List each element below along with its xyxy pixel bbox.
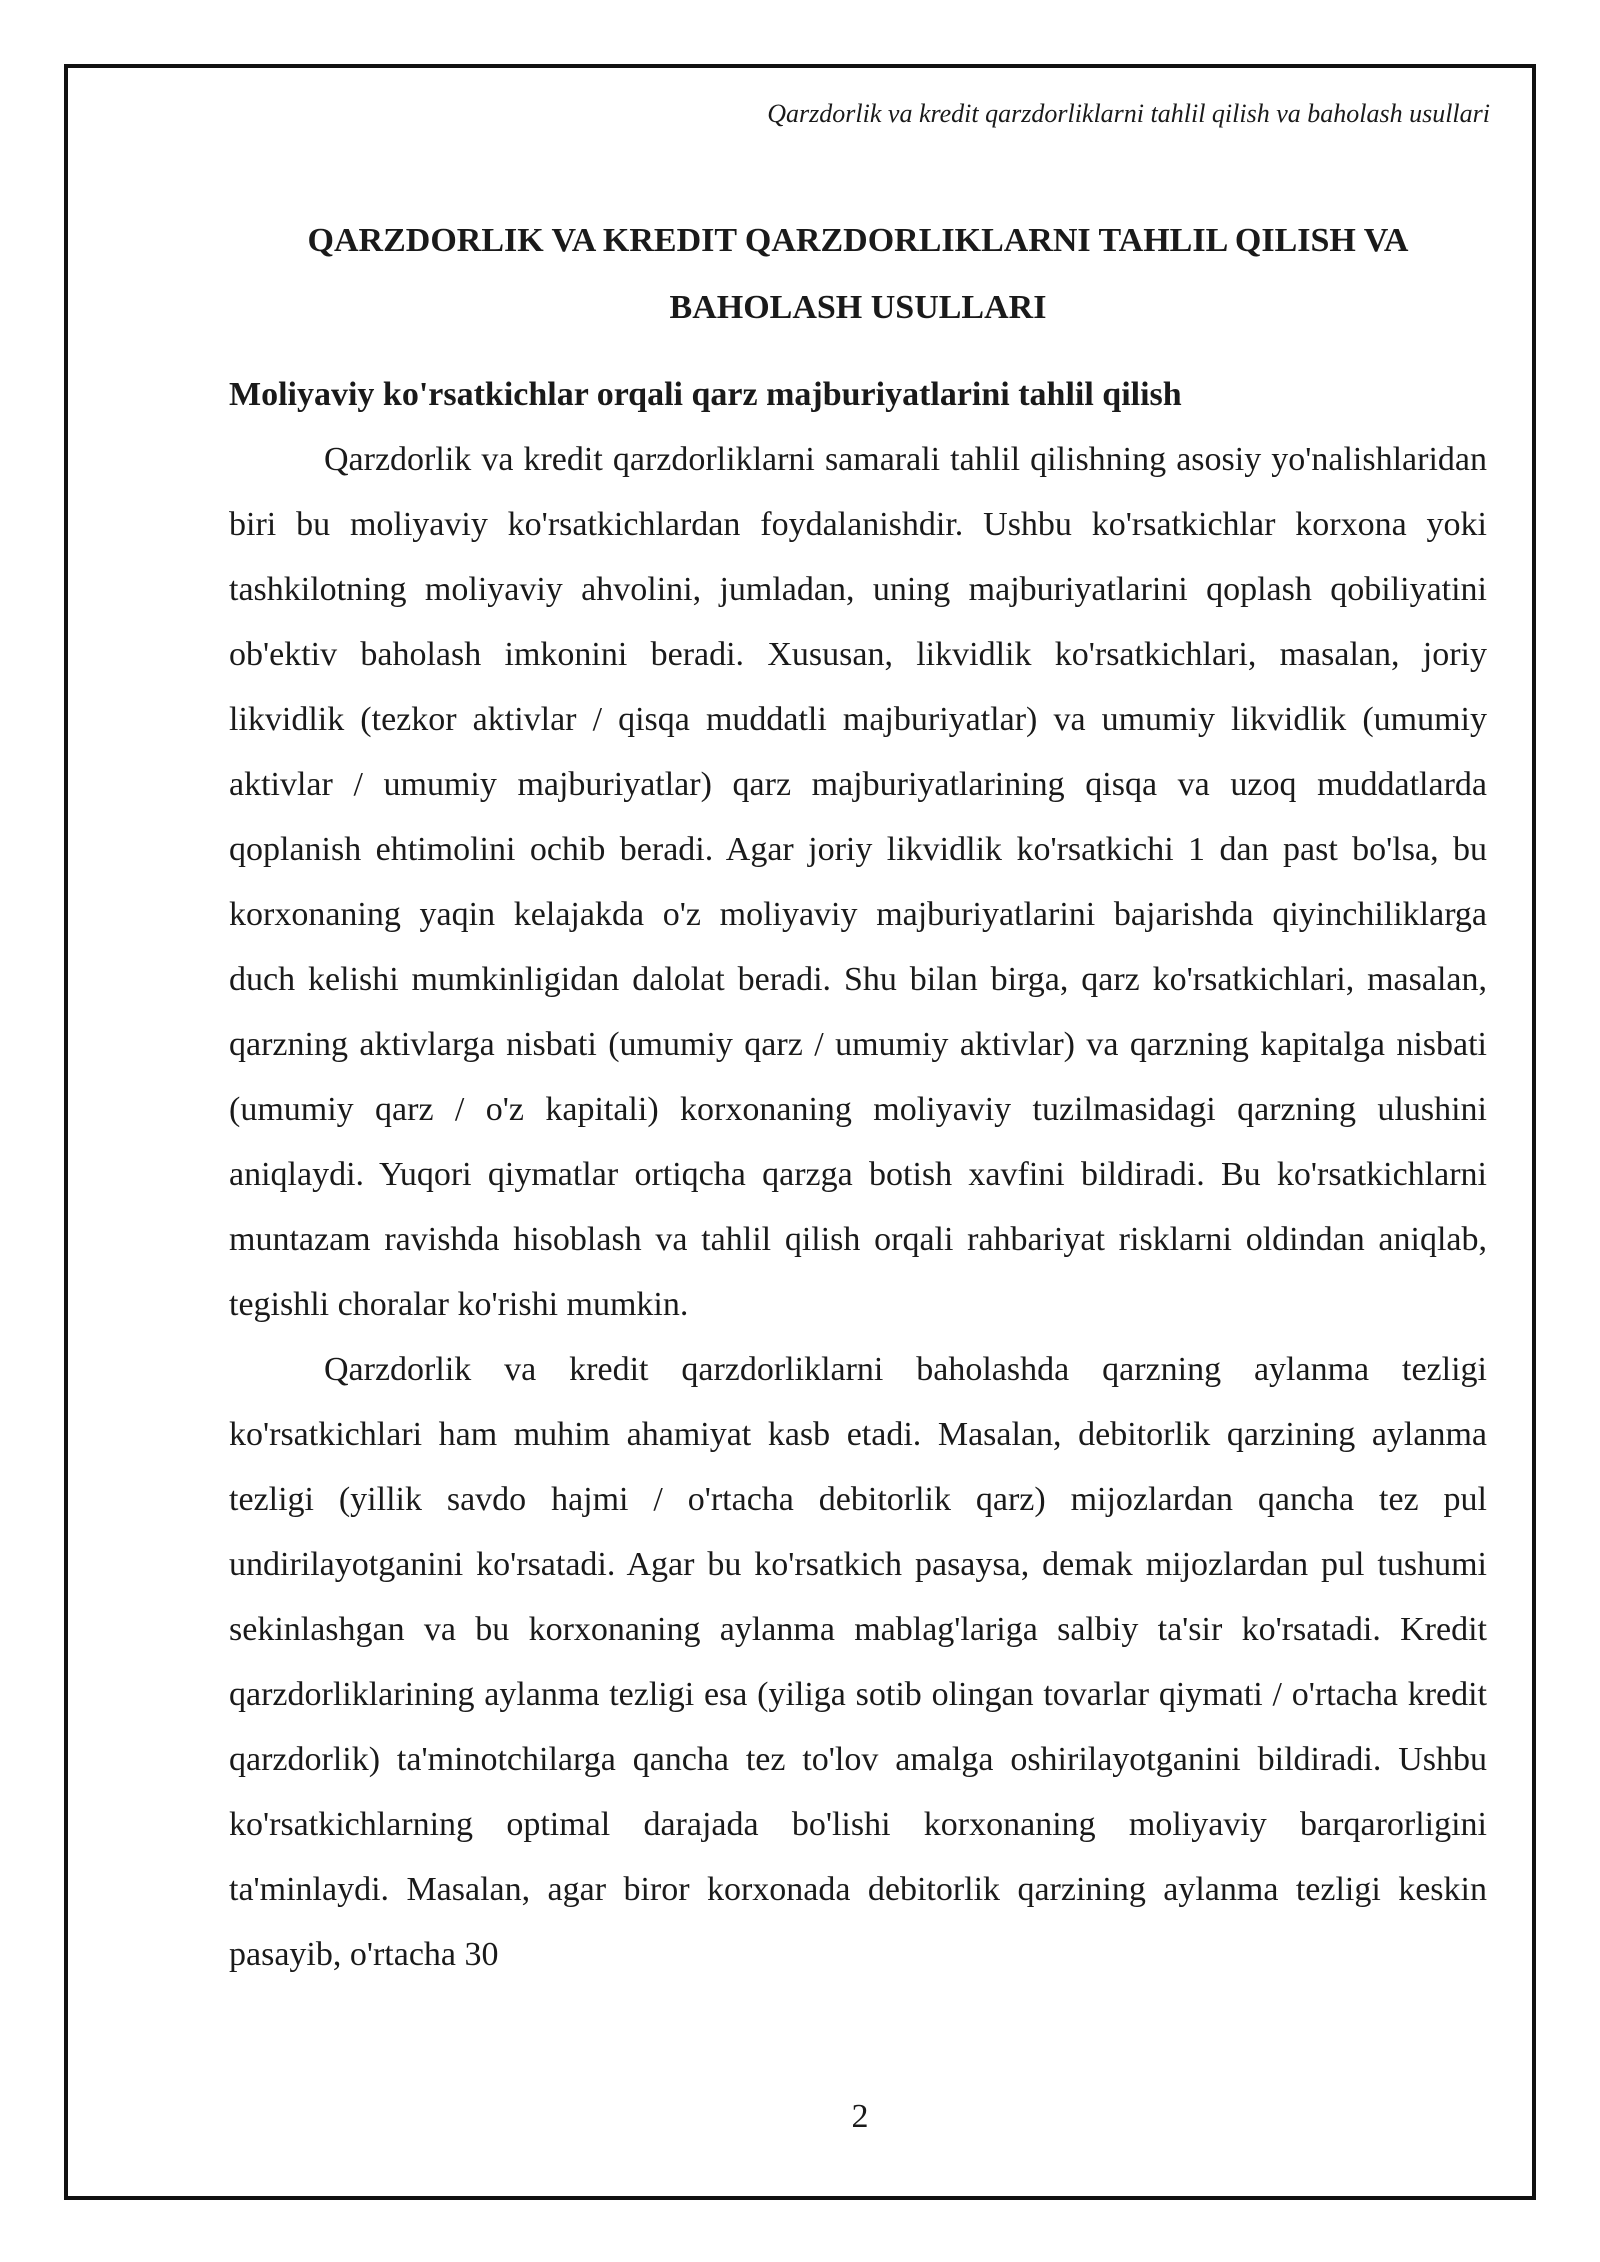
paragraph: Qarzdorlik va kredit qarzdorliklarni samarali tahlil qilishning asosiy yo'nalishlaridan biri bu moliyaviy ko'rsatkichlardan foydalanishdir. Ushbu ko'rsatkichlar korxona yoki tashkilotning moliyaviy ahvolini, jumladan, uning majburiyatlarini qoplash qobiliyatini ob'ektiv baholash imkonini beradi. Xususan, likvidlik ko'rsatkichlari, masalan, joriy likvidlik (tezkor aktivlar / qisqa muddatli majburiyatlar) va umumiy likvidlik (umumiy aktivlar / umumiy majburiyatlar) qarz majburiyatlarining qisqa va uzoq muddatlarda qoplanish ehtimolini ochib beradi. Agar joriy likvidlik ko'rsatkichi 1 dan past bo'lsa, bu korxonaning yaqin kelajakda o'z moliyaviy majburiyatlarini bajarishda qiyinchiliklarga duch kelishi mumkinligidan dalolat beradi. Shu bilan birga, qarz ko'rsatkichlari, masalan, qarzning aktivlarga nisbati (umumiy qarz / umumiy aktivlar) va qarzning kapitalga nisbati (umumiy qarz / o'z kapitali) korxonaning moliyaviy tuzilmasidagi qarzning ulushini aniqlaydi. Yuqori qiymatlar ortiqcha qarzga botish xavfini bildiradi. Bu ko'rsatkichlarni muntazam ravishda hisoblash va tahlil qilish orqali rahbariyat risklarni oldindan aniqlab, tegishli choralar ko'rishi mumkin. <box>229 441 1487 1323</box>
page-number: 2 <box>851 2098 869 2135</box>
document-title: QARZDORLIK VA KREDIT QARZDORLIKLARNI TAHLIL QILISH VA BAHOLASH USULLARI <box>307 222 1409 326</box>
paragraph: Qarzdorlik va kredit qarzdorliklarni baholashda qarzning aylanma tezligi ko'rsatkichlari ham muhim ahamiyat kasb etadi. Masalan, debitorlik qarzining aylanma tezligi (yillik savdo hajmi / o'rtacha debitorlik qarz) mijozlardan qancha tez pul undirilayotganini ko'rsatadi. Agar bu ko'rsatkich pasaysa, demak mijozlardan pul tushumi sekinlashgan va bu korxonaning aylanma mablag'lariga salbiy ta'sir ko'rsatadi. Kredit qarzdorliklarining aylanma tezligi esa (yiliga sotib olingan tovarlar qiymati / o'rtacha kredit qarzdorlik) ta'minotchilarga qancha tez to'lov amalga oshirilayotganini bildiradi. Ushbu ko'rsatkichlarning optimal darajada bo'lishi korxonaning moliyaviy barqarorligini ta'minlaydi. Masalan, agar biror korxonada debitorlik qarzining aylanma tezligi keskin pasayib, o'rtacha 30 <box>229 1351 1487 1973</box>
running-header: Qarzdorlik va kredit qarzdorliklarni tahlil qilish va baholash usullari <box>767 99 1490 128</box>
section-heading: Moliyaviy ko'rsatkichlar orqali qarz majburiyatlarini tahlil qilish <box>229 376 1182 413</box>
document-body <box>229 207 1487 1987</box>
